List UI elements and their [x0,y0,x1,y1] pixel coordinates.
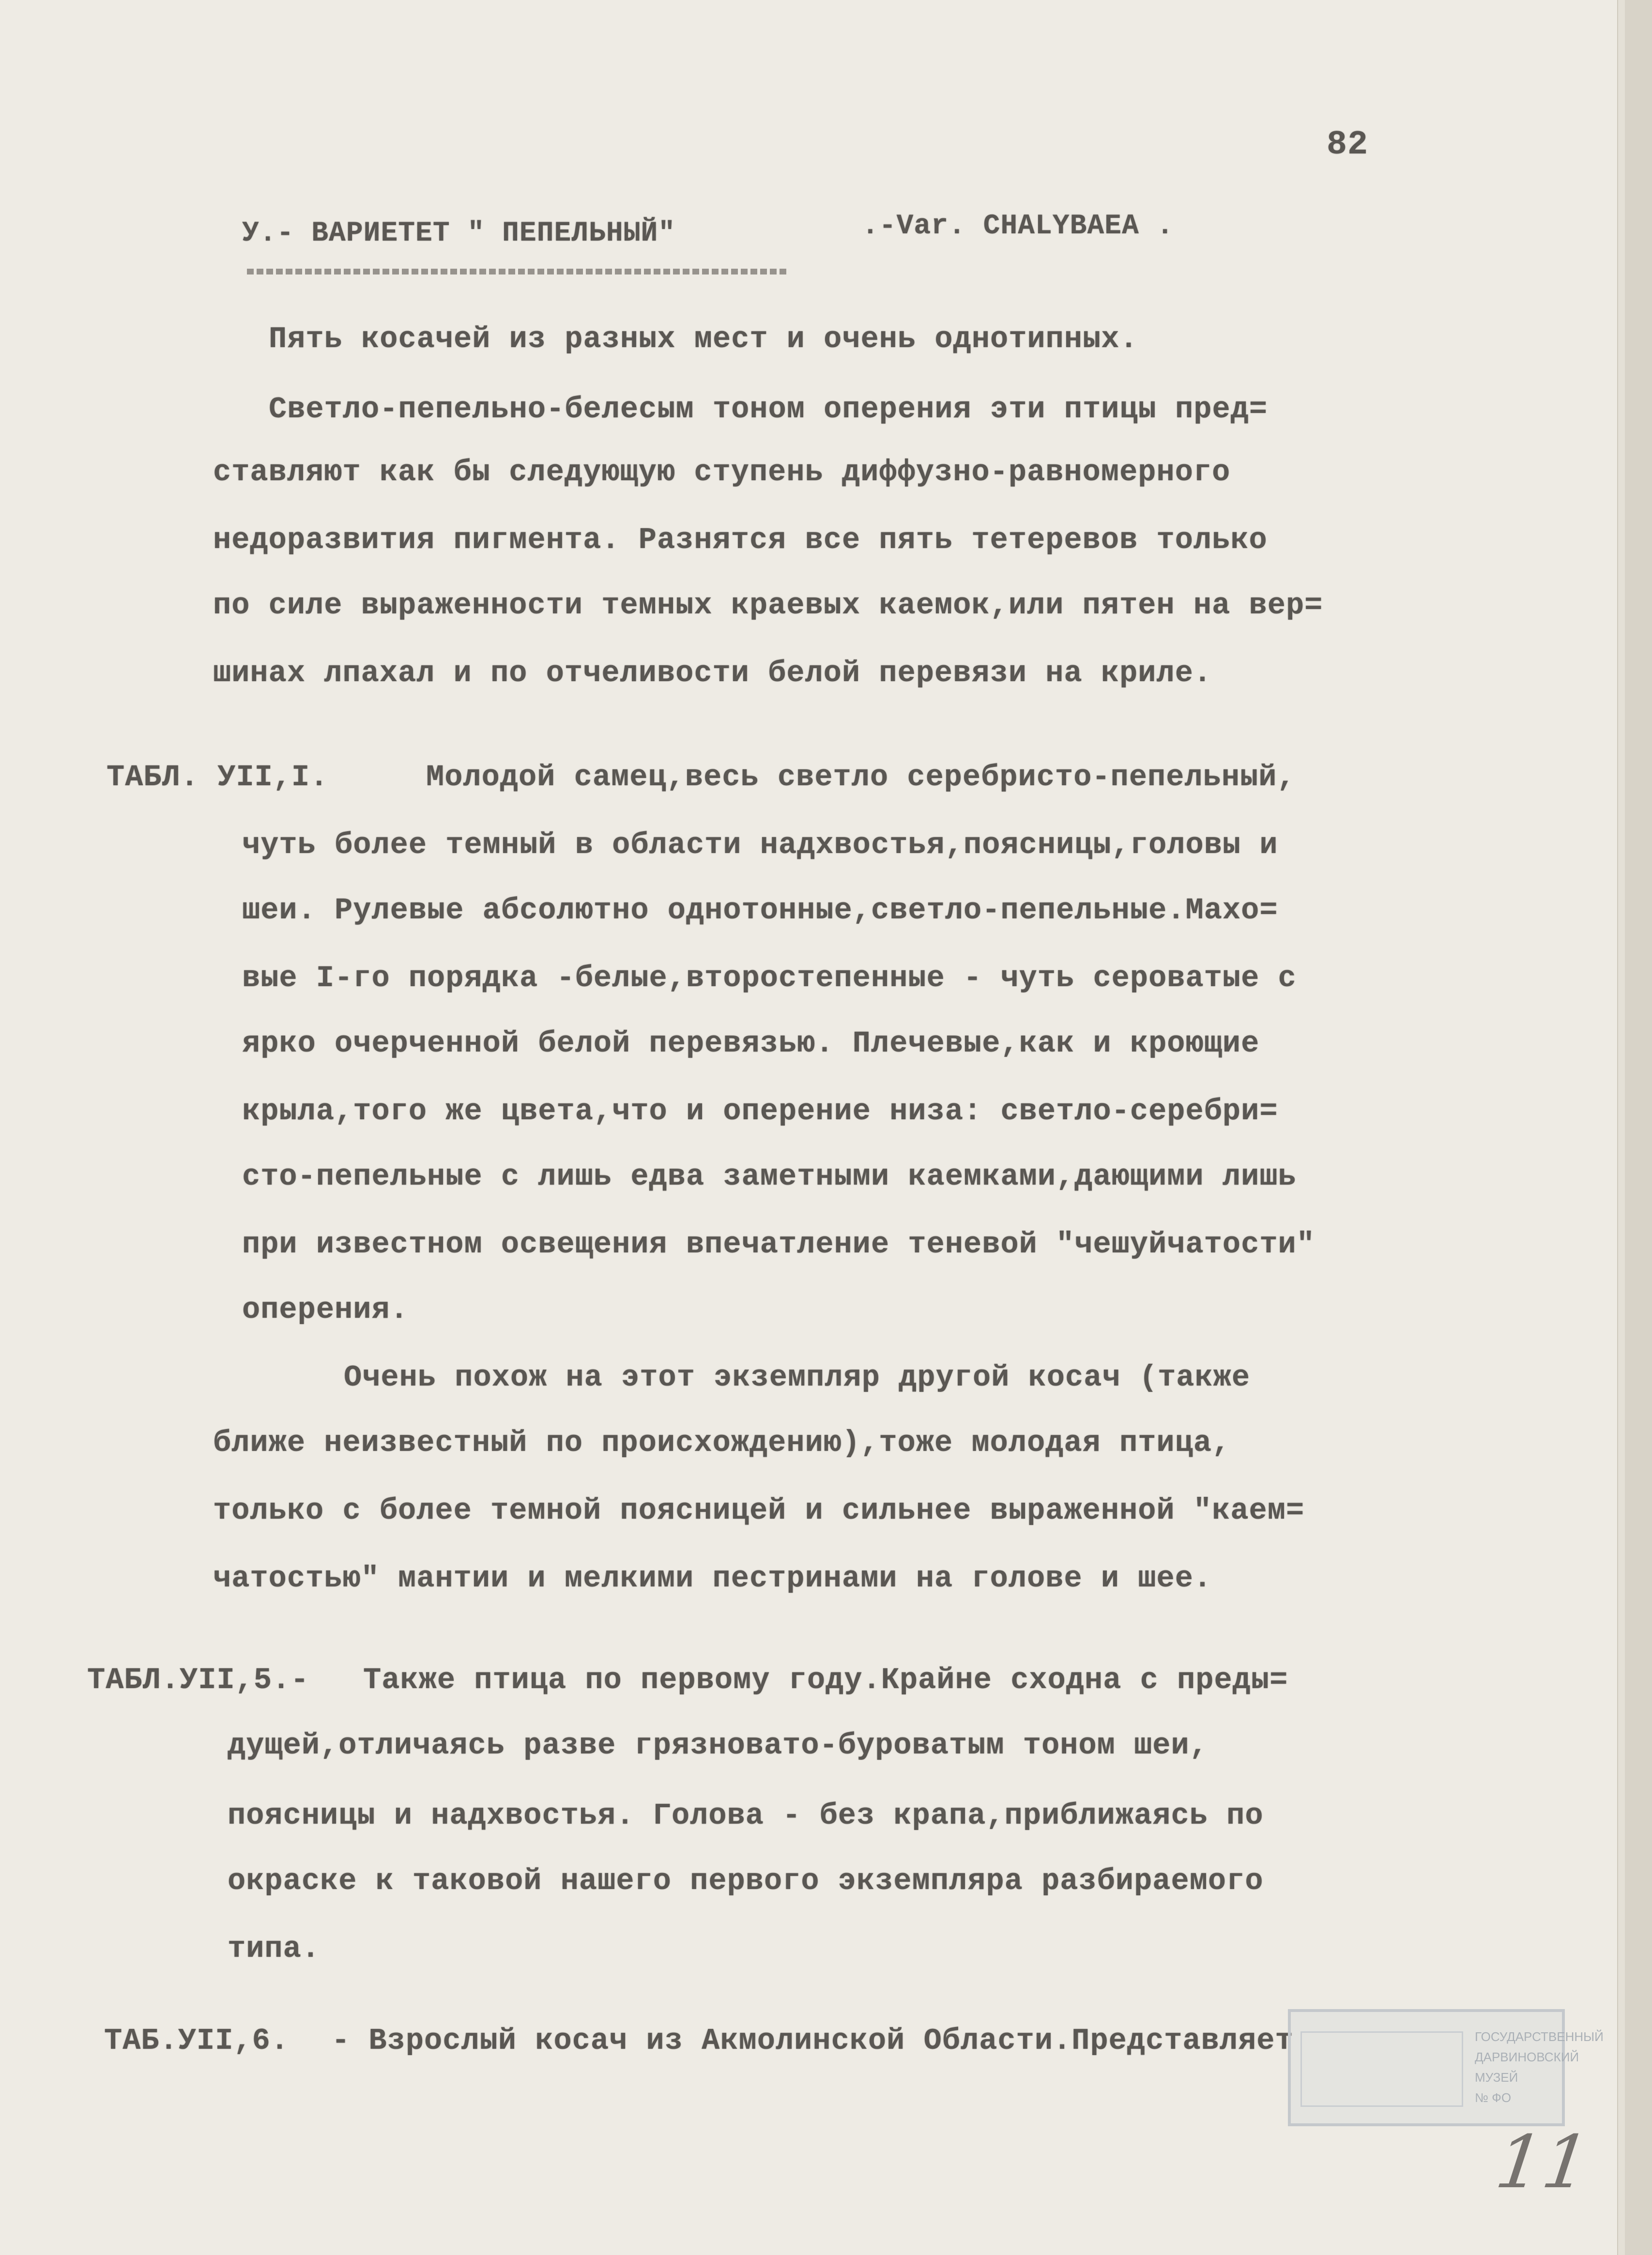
paragraph-line: только с более темной поясницей и сильнее выраженной "каем= [213,1493,1305,1528]
intro-line: недоразвития пигмента. Разнятся все пять тетеревов только [213,523,1268,557]
archive-stamp: ГОСУДАРСТВЕННЫЙ ДАРВИНОВСКИЙ МУЗЕЙ № ФО [1288,2009,1565,2126]
entry-line: сто-пепельные с лишь едва заметными каемками,дающими лишь [242,1159,1297,1194]
entry-line: оперения. [242,1293,409,1327]
entry-line: типа. [228,1932,321,1966]
intro-line: шинах лпахал и по отчеливости белой перевязи на криле. [213,656,1212,690]
entry-line: при известном освещения впечатление теневой "чешуйчатости" [242,1227,1315,1262]
entry-line: поясницы и надхвостья. Голова - без крапа,приближаясь по [228,1798,1264,1833]
entry-line: шеи. Рулевые абсолютно однотонные,светло-пепельные.Махо= [242,893,1278,928]
intro-line: Светло-пепельно-белесым тоном оперения эти птицы пред= [269,392,1268,427]
entry-line: - Взрослый косач из Акмолинской Области.Представляет [332,2024,1294,2058]
entry-line: окраске к таковой нашего первого экземпляра разбираемого [228,1864,1264,1898]
table-ref: ТАБЛ. УII,I. [107,760,329,794]
entry-line: Молодой самец,весь светло серебристо-пепельный, [426,760,1296,794]
entry-line: вые I-го порядка -белые,второстепенные - чуть сероватые с [242,961,1297,995]
entry-line: ярко очерченной белой перевязью. Плечевые,как и кроющие [242,1026,1260,1061]
table-ref: ТАБ.УII,6. [104,2024,290,2058]
table-ref: ТАБЛ.УII,5.- [87,1663,309,1697]
page-edge [1617,0,1625,2255]
entry-line: чуть более темный в области надхвостья,поясницы,головы и [242,828,1278,862]
section-heading-latin: .-Var. CHALYBAEA . [862,211,1174,242]
intro-line: по силе выраженности темных краевых каемок,или пятен на вер= [213,588,1323,623]
section-heading: У.- ВАРИЕТЕТ " ПЕПЕЛЬНЫЙ" [242,218,676,249]
heading-underline [247,269,789,274]
paragraph-line: ближе неизвестный по происхождению),тоже молодая птица, [213,1426,1231,1460]
entry-line: крыла,того же цвета,что и оперение низа: светло-серебри= [242,1094,1278,1128]
paragraph-line: чатостью" мантии и мелкими пестринами на голове и шее. [213,1561,1212,1596]
intro-line: Пять косачей из разных мест и очень однотипных. [269,322,1138,356]
entry-line: дущей,отличаясь разве грязновато-буроватым тоном шеи, [228,1728,1208,1763]
paragraph-line: Очень похож на этот экземпляр другой косач (также [344,1360,1251,1395]
intro-line: ставляют как бы следующую ступень диффузно-равномерного [213,455,1231,489]
entry-line: Также птица по первому году.Крайне сходна с преды= [363,1663,1288,1697]
page-number: 82 [1327,126,1369,164]
sheet-number: 11 [1482,2120,1603,2205]
